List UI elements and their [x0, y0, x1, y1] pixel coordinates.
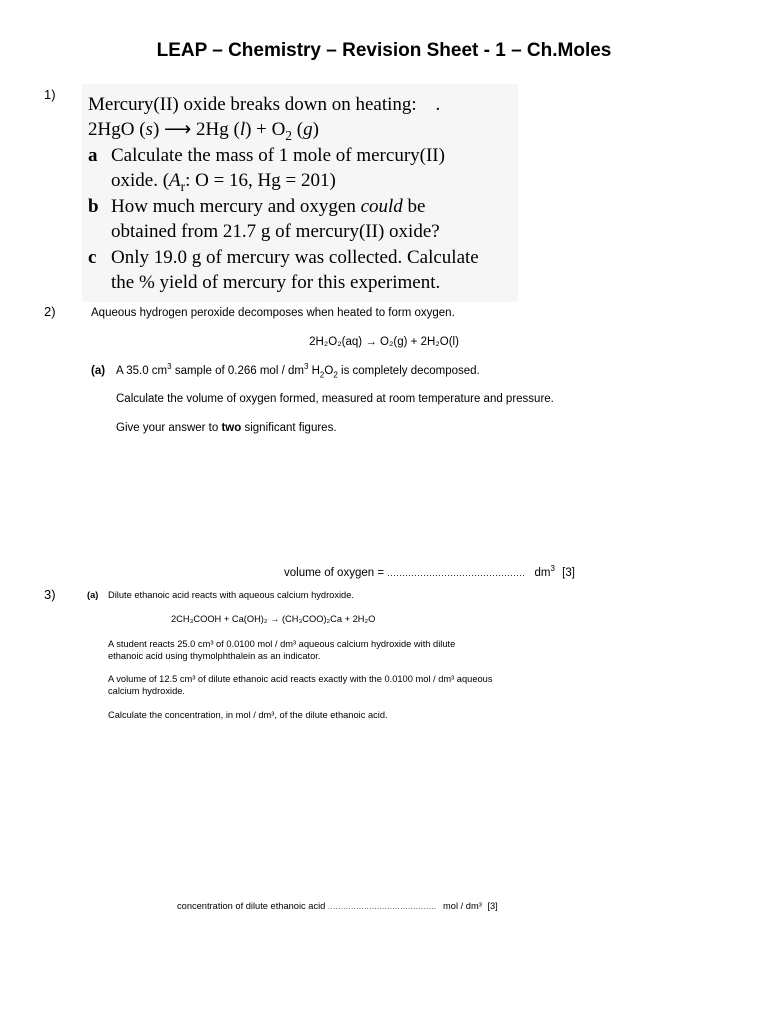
- q2-part-a-text: A 35.0 $cm^3$ sample of 0.266 mol / $dm^3$ $H_2O_2$ is completely decomposed.: [116, 362, 480, 380]
- q3-answer-dots: ..........................................: [327, 902, 437, 911]
- q3-equation: 2CH₃COOH + Ca(OH)₂ → (CH₃COO)₂Ca + 2H₂O: [171, 614, 376, 624]
- q2-equation: 2H₂O₂(aq) → O₂(g) + 2H₂O(l): [309, 336, 459, 348]
- q3-answer-unit: mol / dm³: [443, 901, 482, 911]
- q1-part-b-line1: b How much mercury and oxygen could be: [88, 194, 425, 220]
- q2-answer-line: [284, 564, 575, 579]
- q1-equation: 2HgO (s) ⟶ 2Hg $(l) + O_2$ (g): [88, 119, 319, 143]
- q3-answer-marks: [3]: [487, 901, 498, 911]
- question-1-number: 1): [44, 87, 56, 102]
- q3-calculate-instruction: Calculate the concentration, in mol / dm³, of the dilute ethanoic acid.: [108, 710, 388, 720]
- q3-intro: Dilute ethanoic acid reacts with aqueous calcium hydroxide.: [108, 590, 354, 600]
- q3-paragraph-1-line-1: A student reacts 25.0 cm³ of 0.0100 mol / dm³ aqueous calcium hydroxide with dilute: [108, 639, 456, 649]
- q3-paragraph-1-line-2: ethanoic acid using thymolphthalein as an indicator.: [108, 651, 321, 661]
- q1-part-a-label: a: [88, 145, 98, 166]
- q3-paragraph-2-line-1: A volume of 12.5 cm³ of dilute ethanoic acid reacts exactly with the 0.0100 mol / dm³ aqueous: [108, 674, 493, 684]
- q3-answer-line: [177, 901, 498, 912]
- q1-part-b-line2: obtained from 21.7 g of mercury(II) oxide?: [111, 221, 440, 242]
- q2-calculate-instruction: Calculate the volume of oxygen formed, measured at room temperature and pressure.: [116, 393, 554, 405]
- question-3-number: 3): [44, 587, 56, 602]
- q1-intro-text: Mercury(II) oxide breaks down on heating:: [88, 94, 417, 115]
- q3-paragraph-2-line-2: calcium hydroxide.: [108, 686, 185, 696]
- q2-part-a-label: (a): [91, 365, 106, 377]
- q1-part-c-line1: c Only 19.0 g of mercury was collected. Calculate: [88, 245, 479, 271]
- q1-part-c-label: c: [88, 247, 97, 268]
- q1-intro: [88, 92, 440, 118]
- q1-part-a-line1: a Calculate the mass of 1 mole of mercury(II): [88, 143, 445, 169]
- q1-part-a-line2: oxide. ($A_r$: O = 16, Hg = 201): [111, 170, 336, 194]
- page-title: LEAP – Chemistry – Revision Sheet - 1 – Ch.Moles: [156, 40, 612, 61]
- q1-part-c-line2: the % yield of mercury for this experiment.: [111, 272, 441, 293]
- q1-dot: .: [435, 94, 441, 115]
- q2-intro: Aqueous hydrogen peroxide decomposes when heated to form oxygen.: [91, 307, 455, 319]
- q2-answer-dots: ..............................................: [387, 568, 526, 578]
- question-2-number: 2): [44, 304, 56, 319]
- q1-part-b-label: b: [88, 196, 99, 217]
- q2-answer-unit: $dm^3$: [534, 564, 555, 579]
- q2-answer-label: volume of oxygen =: [284, 567, 388, 579]
- q2-significant-figures-instruction: Give your answer to two significant figures.: [116, 422, 337, 434]
- question-1-textbook-excerpt: [82, 84, 518, 302]
- q3-answer-label: concentration of dilute ethanoic acid: [177, 901, 328, 911]
- q3-part-a-label: (a): [87, 590, 99, 600]
- q2-answer-marks: [3]: [562, 567, 575, 579]
